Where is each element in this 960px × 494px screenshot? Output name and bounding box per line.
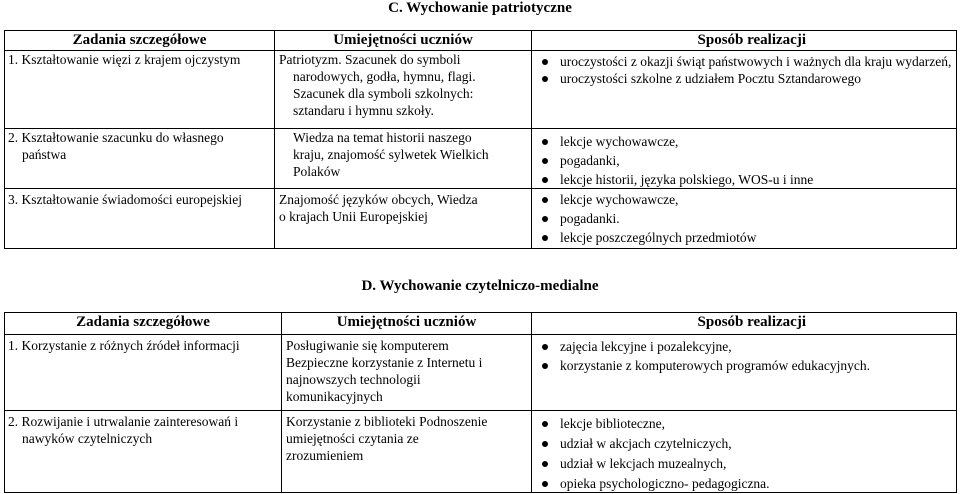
skill-text: Posługiwanie się komputerem (286, 338, 449, 353)
method-text: lekcje wychowawcze, (560, 192, 679, 207)
bullet-icon (542, 177, 548, 183)
method-cell (532, 411, 957, 493)
table-header-row (5, 31, 957, 51)
bullet-icon (542, 76, 548, 82)
method-text: opieka psychologiczno- pedagogiczna. (560, 476, 770, 491)
skill-text: najnowszych technologii (286, 372, 421, 387)
method-item (538, 210, 956, 227)
skill-cell (282, 335, 532, 411)
table-row (5, 335, 957, 411)
method-item (538, 191, 956, 208)
goal-text: 2. Rozwijanie i utrwalanie zainteresowań i (8, 414, 239, 429)
skill-text: Bezpieczne korzystanie z Internetu i (286, 355, 483, 370)
method-text: lekcje poszczególnych przedmiotów (560, 230, 757, 245)
skill-text: Korzystanie z biblioteki Podnoszenie (286, 414, 488, 429)
bullet-icon (542, 158, 548, 164)
method-item (538, 229, 956, 246)
table-row (5, 51, 957, 129)
skill-cell (275, 129, 532, 189)
skill-text: o krajach Unii Europejskiej (279, 209, 428, 224)
method-item (538, 357, 956, 374)
method-item (538, 455, 956, 472)
method-item (538, 133, 956, 150)
column-header: Umiejętności uczniów (282, 313, 532, 335)
method-text: pogadanki. (560, 211, 620, 226)
table-header-row (5, 313, 957, 335)
method-item (538, 171, 956, 188)
goal-text: 2. Kształtowanie szacunku do własnego (8, 130, 224, 145)
method-item (538, 53, 956, 70)
method-item (538, 475, 956, 492)
skill-text: Polaków (293, 164, 341, 179)
bullet-icon (542, 363, 548, 369)
bullet-icon (542, 197, 548, 203)
bullet-icon (542, 421, 548, 427)
skill-text: komunikacyjnych (286, 389, 383, 404)
method-item (538, 435, 956, 452)
goal-cell (5, 411, 282, 493)
method-text: udział w akcjach czytelniczych, (560, 436, 732, 451)
goal-cell (5, 335, 282, 411)
method-text: lekcje wychowawcze, (560, 134, 679, 149)
skill-cell (275, 51, 532, 129)
skill-text: narodowych, godła, hymnu, flagi. (293, 69, 476, 84)
goal-text: nawyków czytelniczych (22, 431, 153, 446)
method-cell (532, 335, 957, 411)
skill-text: umiejętności czytania ze (286, 431, 419, 446)
method-text: lekcje historii, języka polskiego, WOS-u i inne (560, 172, 814, 187)
method-cell (532, 51, 957, 129)
skill-text: zrozumieniem (286, 448, 364, 463)
section-c-title: C. Wychowanie patriotyczne (388, 0, 572, 16)
method-text: uroczystości z okazji świąt państwowych i ważnych dla kraju wydarzeń, (560, 54, 952, 69)
bullet-icon (542, 139, 548, 145)
column-header: Zadania szczegółowe (5, 31, 275, 51)
method-cell (532, 129, 957, 189)
section-c-table (4, 30, 957, 249)
method-item (538, 338, 956, 355)
goal-text: 1. Korzystanie z różnych źródeł informacji (8, 338, 240, 353)
section-d-title: D. Wychowanie czytelniczo-medialne (361, 278, 599, 294)
method-item (538, 152, 956, 169)
skill-text: sztandaru i hymnu szkoły. (293, 103, 434, 118)
column-header: Zadania szczegółowe (5, 313, 282, 335)
goal-text: 3. Kształtowanie świadomości europejskiej (8, 192, 242, 207)
goal-cell (5, 51, 275, 129)
method-item (538, 415, 956, 432)
bullet-icon (542, 216, 548, 222)
bullet-icon (542, 235, 548, 241)
bullet-icon (542, 481, 548, 487)
skill-cell (282, 411, 532, 493)
method-item (538, 70, 956, 87)
skill-text: Wiedza na temat historii naszego (293, 130, 472, 145)
skill-cell (275, 189, 532, 249)
method-text: korzystanie z komputerowych programów edukacyjnych. (560, 358, 871, 373)
method-text: lekcje biblioteczne, (560, 416, 665, 431)
column-header: Sposób realizacji (532, 313, 957, 335)
method-cell (532, 189, 957, 249)
table-row (5, 189, 957, 249)
table-row (5, 411, 957, 493)
skill-text: kraju, znajomość sylwetek Wielkich (293, 147, 489, 162)
bullet-icon (542, 344, 548, 350)
goal-cell (5, 189, 275, 249)
skill-text: Szacunek dla symboli szkolnych: (293, 86, 474, 101)
bullet-icon (542, 59, 548, 65)
column-header: Umiejętności uczniów (275, 31, 532, 51)
method-text: uroczystości szkolne z udziałem Pocztu Sztandarowego (560, 71, 862, 86)
goal-text: 1. Kształtowanie więzi z krajem ojczystym (8, 52, 241, 67)
goal-text: państwa (22, 147, 67, 162)
goal-cell (5, 129, 275, 189)
bullet-icon (542, 441, 548, 447)
skill-text: Znajomość języków obcych, Wiedza (279, 192, 478, 207)
bullet-icon (542, 461, 548, 467)
column-header: Sposób realizacji (532, 31, 957, 51)
method-text: pogadanki, (560, 153, 620, 168)
method-text: zajęcia lekcyjne i pozalekcyjne, (560, 339, 732, 354)
skill-text: Patriotyzm. Szacunek do symboli (279, 52, 461, 67)
method-text: udział w lekcjach muzealnych, (560, 456, 727, 471)
table-row (5, 129, 957, 189)
section-d-table (4, 312, 957, 493)
